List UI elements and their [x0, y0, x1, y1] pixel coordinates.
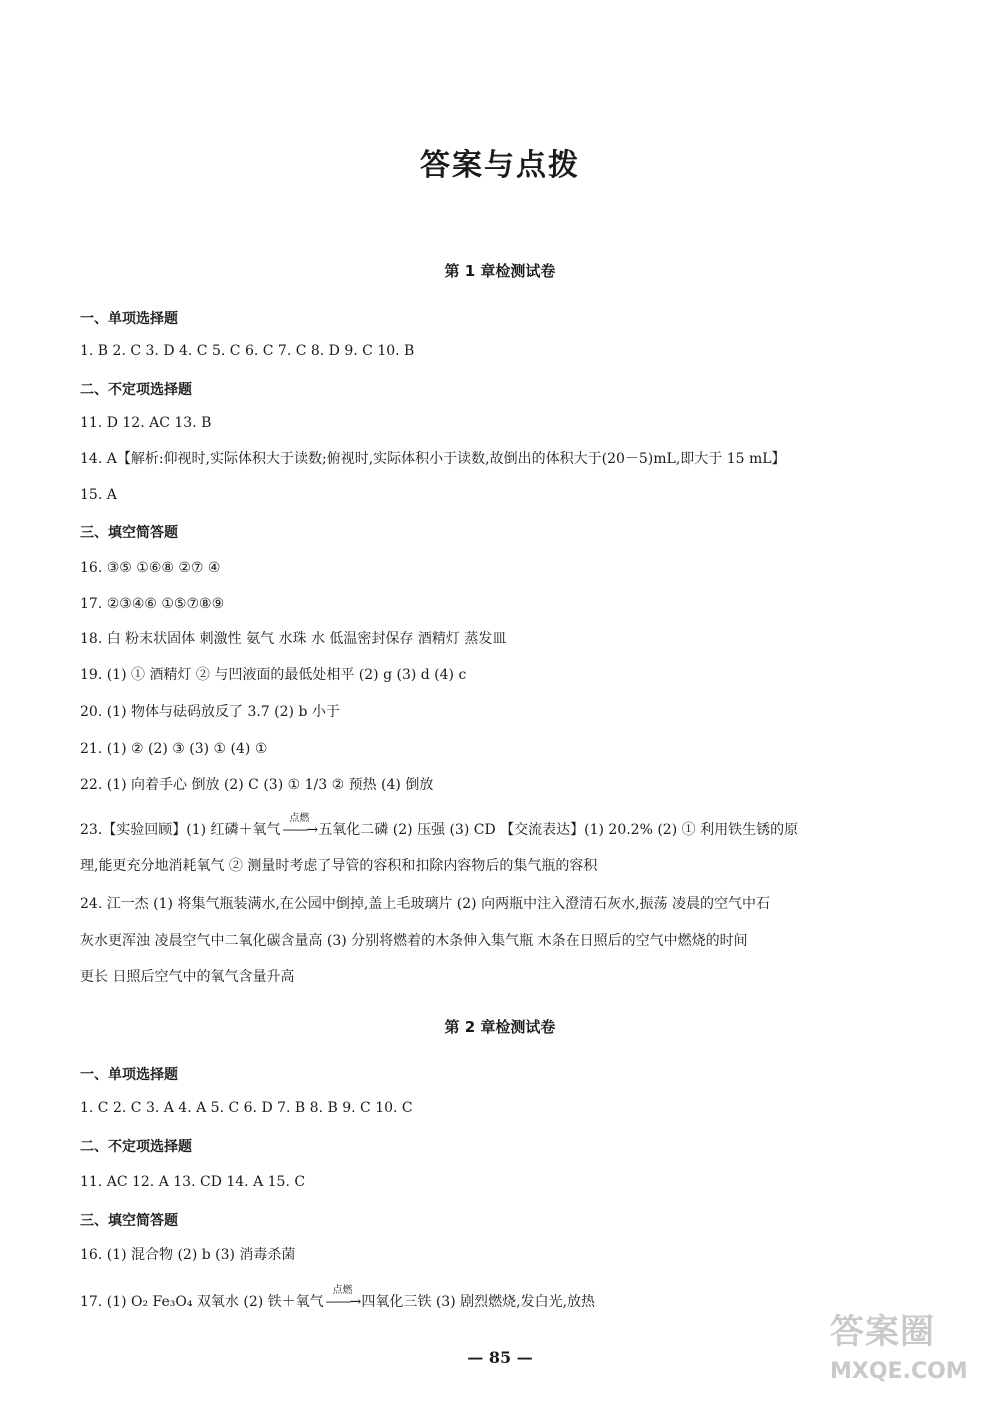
ch1-answer-24-line2: 灰水更浑浊 凌晨空气中二氧化碳含量高 (3) 分别将燃着的木条伸入集气瓶 木条在日照后的空气中燃烧的时间 [80, 933, 748, 949]
ch1-answer-17: 17. ②③④⑥ ①⑤⑦⑧⑨ [80, 596, 225, 612]
q23-part-b: 五氧化二磷 (2) 压强 (3) CD 【交流表达】(1) 20.2% (2) ① 利用铁生锈的原 [318, 822, 799, 838]
ch2-answers-1-10: 1. C 2. C 3. A 4. A 5. C 6. D 7. B 8. B 9. C 10. C [80, 1100, 413, 1116]
ch1-section-multi-choice: 二、不定项选择题 [80, 382, 192, 398]
ch2-answers-11-15: 11. AC 12. A 13. CD 14. A 15. C [80, 1174, 306, 1190]
ch1-answer-14: 14. A【解析:仰视时,实际体积大于读数;俯视时,实际体积小于读数,故倒出的体积大于(20－5)mL,即大于 15 mL】 [80, 451, 786, 467]
ch1-answer-24-line3: 更长 日照后空气中的氧气含量升高 [80, 969, 295, 985]
q23-part-a: 23.【实验回顾】(1) 红磷＋氧气 [80, 822, 281, 838]
watermark-url: MXQE.COM [830, 1359, 968, 1384]
reaction-arrow [324, 1285, 362, 1312]
ch1-answer-16: 16. ③⑤ ①⑥⑧ ②⑦ ④ [80, 560, 221, 576]
page-title: 答案与点拨 [420, 148, 580, 183]
ch1-answer-19: 19. (1) ① 酒精灯 ② 与凹液面的最低处相平 (2) g (3) d (4) c [80, 667, 467, 683]
ch2-section-single-choice: 一、单项选择题 [80, 1067, 178, 1083]
chapter-1-title: 第 1 章检测试卷 [444, 262, 556, 280]
ch1-answer-24-line1: 24. 江一杰 (1) 将集气瓶装满水,在公园中倒掉,盖上毛玻璃片 (2) 向两瓶中注入澄清石灰水,振荡 凌晨的空气中石 [80, 896, 770, 912]
watermark-text: 答案圈 [830, 1312, 935, 1352]
reaction-condition: 点燃 [332, 1285, 353, 1296]
chapter-2-title: 第 2 章检测试卷 [444, 1018, 556, 1036]
ch2-section-multi-choice: 二、不定项选择题 [80, 1139, 192, 1155]
arrow-icon: ——→ [325, 1294, 360, 1310]
watermark [830, 1304, 990, 1399]
ch1-section-single-choice: 一、单项选择题 [80, 311, 178, 327]
ch1-answer-21: 21. (1) ② (2) ③ (3) ① (4) ① [80, 741, 268, 757]
ch1-answer-20: 20. (1) 物体与砝码放反了 3.7 (2) b 小于 [80, 704, 340, 720]
ch1-answer-23-line2: 理,能更充分地消耗氧气 ② 测量时考虑了导管的容积和扣除内容物后的集气瓶的容积 [80, 858, 598, 874]
reaction-arrow [281, 813, 319, 840]
q17-part-a: 17. (1) O₂ Fe₃O₄ 双氧水 (2) 铁＋氧气 [80, 1294, 324, 1310]
ch1-answer-22: 22. (1) 向着手心 倒放 (2) C (3) ① 1/3 ② 预热 (4) 倒放 [80, 777, 434, 793]
ch2-answer-16: 16. (1) 混合物 (2) b (3) 消毒杀菌 [80, 1247, 296, 1263]
reaction-condition: 点燃 [289, 813, 310, 824]
ch1-answer-23-line1 [80, 813, 920, 840]
ch2-section-fill-in: 三、填空简答题 [80, 1213, 178, 1229]
ch1-answers-11-13: 11. D 12. AC 13. B [80, 415, 212, 431]
arrow-icon: ——→ [282, 822, 317, 838]
ch2-answer-17 [80, 1285, 920, 1312]
ch1-answer-18: 18. 白 粉末状固体 刺激性 氨气 水珠 水 低温密封保存 酒精灯 蒸发皿 [80, 631, 507, 647]
q17-part-b: 四氧化三铁 (3) 剧烈燃烧,发白光,放热 [361, 1294, 596, 1310]
ch1-section-fill-in: 三、填空简答题 [80, 525, 178, 541]
ch1-answer-15: 15. A [80, 487, 117, 503]
ch1-answers-1-10: 1. B 2. C 3. D 4. C 5. C 6. C 7. C 8. D 9. C 10. B [80, 343, 415, 359]
page-number: — 85 — [467, 1348, 533, 1367]
